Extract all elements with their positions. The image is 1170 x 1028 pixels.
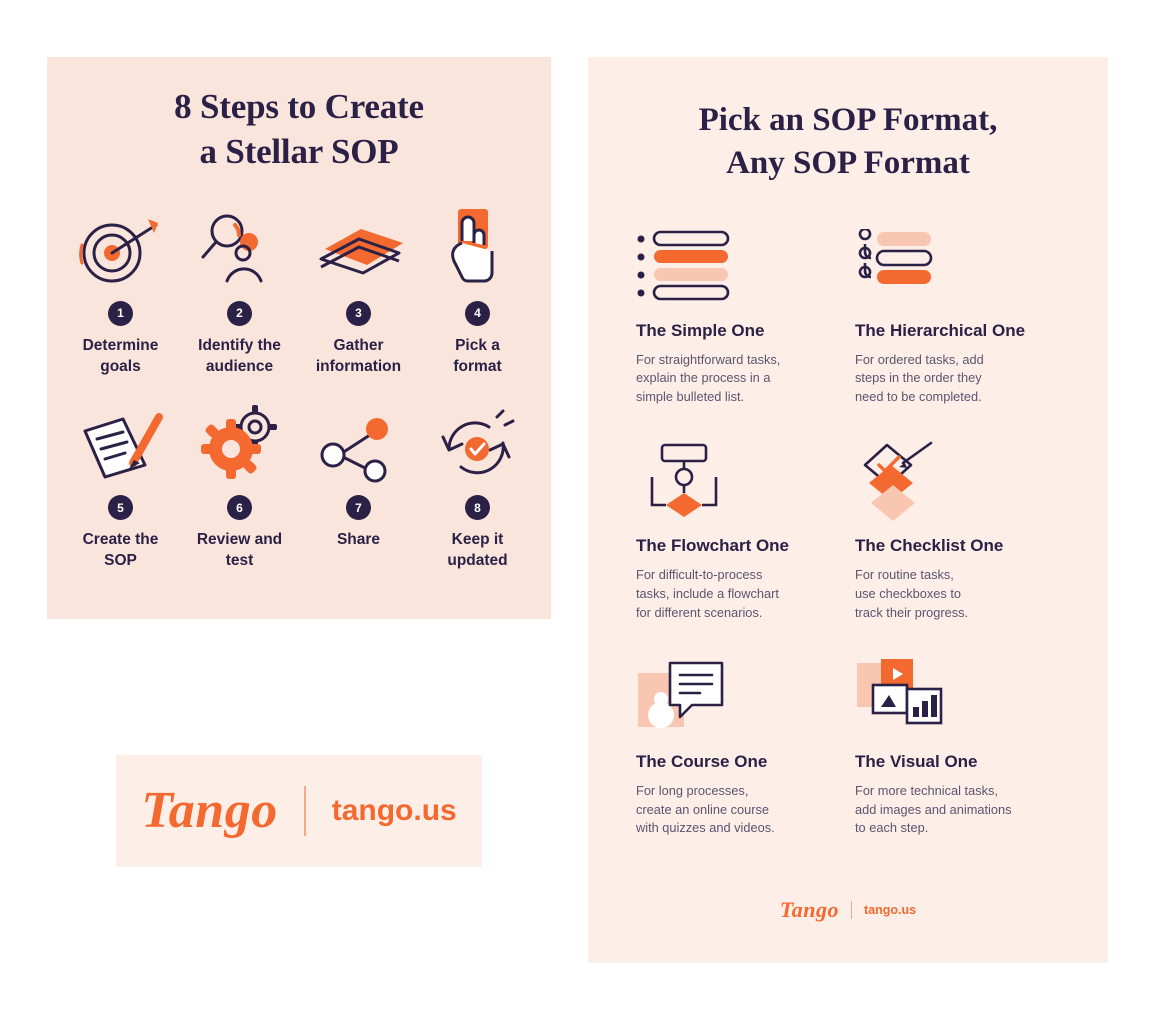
format-description: For difficult-to-process tasks, include a flowchart for different scenarios. (636, 567, 779, 620)
format-item (636, 221, 841, 407)
format-item (855, 436, 1060, 622)
step-item (418, 201, 537, 378)
step-item (418, 395, 537, 572)
step-number-badge: 5 (108, 495, 133, 520)
media-visual-icon (855, 652, 1060, 748)
format-name: The Visual One (855, 752, 978, 772)
books-icon (305, 201, 413, 289)
share-nodes-icon (305, 395, 413, 483)
tango-logo-block (116, 755, 482, 867)
footer-divider (851, 901, 852, 919)
step-number-badge: 4 (465, 301, 490, 326)
formats-title-line-2: Any SOP Format (726, 144, 970, 181)
course-screen-icon (636, 652, 841, 748)
tango-wordmark: Tango (141, 782, 278, 839)
formats-card (588, 57, 1108, 963)
flowchart-icon (636, 436, 841, 532)
step-item (61, 201, 180, 378)
format-name: The Course One (636, 752, 768, 772)
hierarchy-list-icon (855, 221, 1060, 317)
bulleted-list-icon (636, 221, 841, 317)
step-label: Create the SOP (82, 531, 159, 570)
step-item (180, 395, 299, 572)
step-label: Identify the audience (198, 336, 281, 375)
step-number-badge: 3 (346, 301, 371, 326)
tango-wordmark: Tango (779, 897, 840, 922)
step-item (299, 395, 418, 572)
step-number-badge: 1 (108, 301, 133, 326)
steps-card-title (47, 57, 551, 175)
tango-url: tango.us (864, 903, 917, 917)
format-description: For long processes, create an online course with quizzes and videos. (636, 783, 775, 836)
step-label: Keep it updated (447, 531, 508, 570)
format-name: The Flowchart One (636, 536, 790, 556)
gears-icon (186, 395, 294, 483)
step-number-badge: 2 (227, 301, 252, 326)
step-label: Gather information (315, 336, 402, 375)
step-label: Review and test (196, 531, 283, 570)
format-name: The Checklist One (855, 536, 1004, 556)
step-label: Determine goals (82, 336, 159, 375)
logo-divider (304, 786, 306, 836)
format-name: The Hierarchical One (855, 320, 1026, 340)
steps-title-line-1: 8 Steps to Create (174, 87, 424, 126)
steps-card (47, 57, 551, 619)
document-pencil-icon (67, 395, 175, 483)
formats-card-title (588, 57, 1108, 185)
format-item (855, 652, 1060, 838)
step-number-badge: 8 (465, 495, 490, 520)
formats-card-footer (588, 897, 1108, 923)
format-description: For routine tasks, use checkboxes to track their progress. (855, 567, 969, 620)
format-description: For straightforward tasks, explain the process in a simple bulleted list. (636, 351, 781, 404)
formats-title-line-1: Pick an SOP Format, (698, 102, 998, 138)
format-name: The Simple One (636, 320, 765, 340)
step-number-badge: 7 (346, 495, 371, 520)
format-item (636, 436, 841, 622)
format-item (636, 652, 841, 838)
formats-grid (588, 221, 1108, 838)
format-description: For ordered tasks, add steps in the order they need to be completed. (855, 351, 984, 404)
step-item (180, 201, 299, 378)
format-item (855, 221, 1060, 407)
step-item (61, 395, 180, 572)
tango-url[interactable]: tango.us (331, 794, 457, 827)
magnifier-person-icon (186, 201, 294, 289)
checklist-pen-icon (855, 436, 1060, 532)
steps-grid (47, 201, 551, 573)
target-icon (67, 201, 175, 289)
steps-title-line-2: a Stellar SOP (199, 131, 399, 171)
refresh-check-icon (424, 395, 532, 483)
step-label: Share (336, 531, 381, 549)
step-item (299, 201, 418, 378)
step-number-badge: 6 (227, 495, 252, 520)
hand-tap-icon (424, 201, 532, 289)
format-description: For more technical tasks, add images and animations to each step. (855, 783, 1012, 836)
step-label: Pick a format (453, 336, 502, 375)
